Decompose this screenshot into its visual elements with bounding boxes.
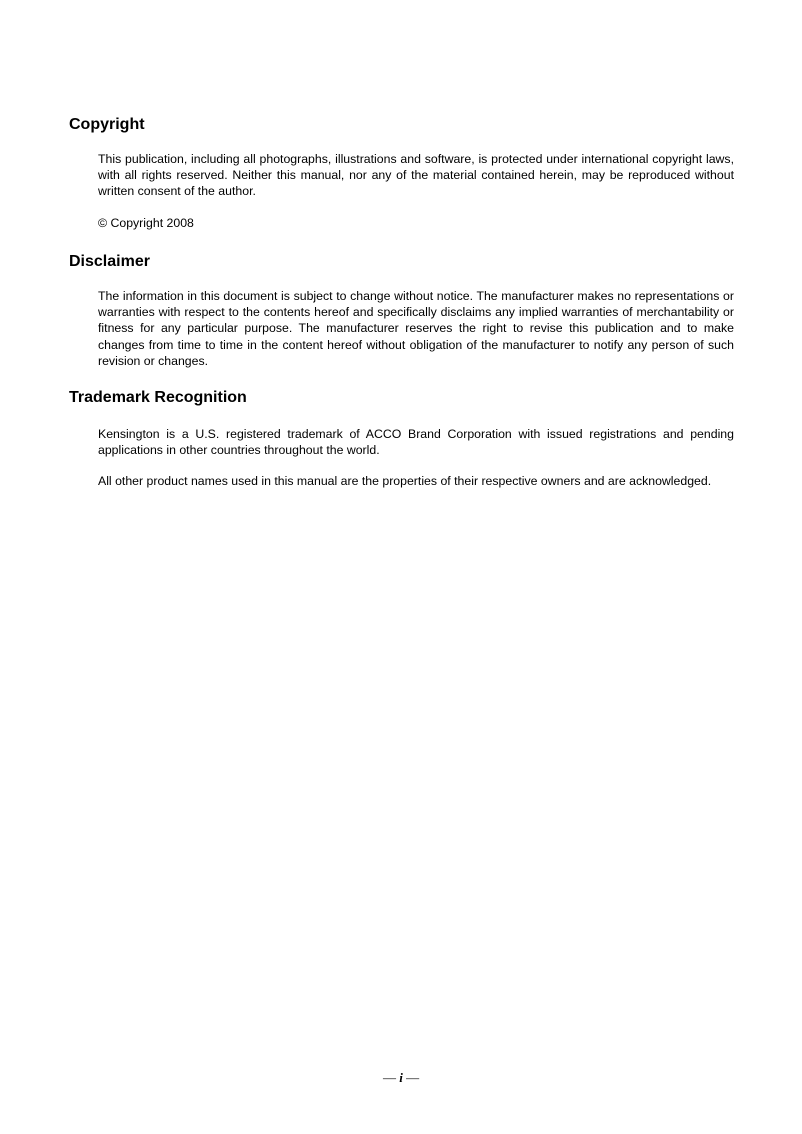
- trademark-body-kensington: Kensington is a U.S. registered trademark of ACCO Brand Corporation with issued registrations and pending applications in other countries throughout the world.: [98, 427, 734, 458]
- disclaimer-section: [69, 252, 734, 369]
- disclaimer-heading: Disclaimer: [69, 253, 150, 270]
- trademark-section: [69, 388, 734, 490]
- copyright-notice: © Copyright 2008: [98, 215, 194, 230]
- trademark-body-other: All other product names used in this manual are the properties of their respective owners and are acknowledged.: [98, 474, 712, 489]
- disclaimer-body: The information in this document is subject to change without notice. The manufacturer makes no representations or warranties with respect to the contents hereof and specifically disclaims any implied warranties of merchantability or fitness for any particular purpose. The manufacturer reserves the right to revise this publication and to make changes from time to time in the content hereof without obligation of the manufacturer to notify any person of such revision or changes.: [98, 289, 734, 368]
- footer-dash-right: —: [402, 1070, 420, 1085]
- trademark-heading: Trademark Recognition: [69, 389, 247, 406]
- footer-dash-left: —: [382, 1070, 400, 1085]
- copyright-section: [69, 115, 734, 231]
- copyright-body: This publication, including all photographs, illustrations and software, is protected under international copyright laws, with all rights reserved. Neither this manual, nor any of the material contained herein, may be reproduced without written consent of the author.: [98, 152, 734, 199]
- copyright-heading: Copyright: [69, 116, 145, 133]
- page-footer: [0, 1070, 802, 1086]
- page-number: i: [399, 1070, 403, 1085]
